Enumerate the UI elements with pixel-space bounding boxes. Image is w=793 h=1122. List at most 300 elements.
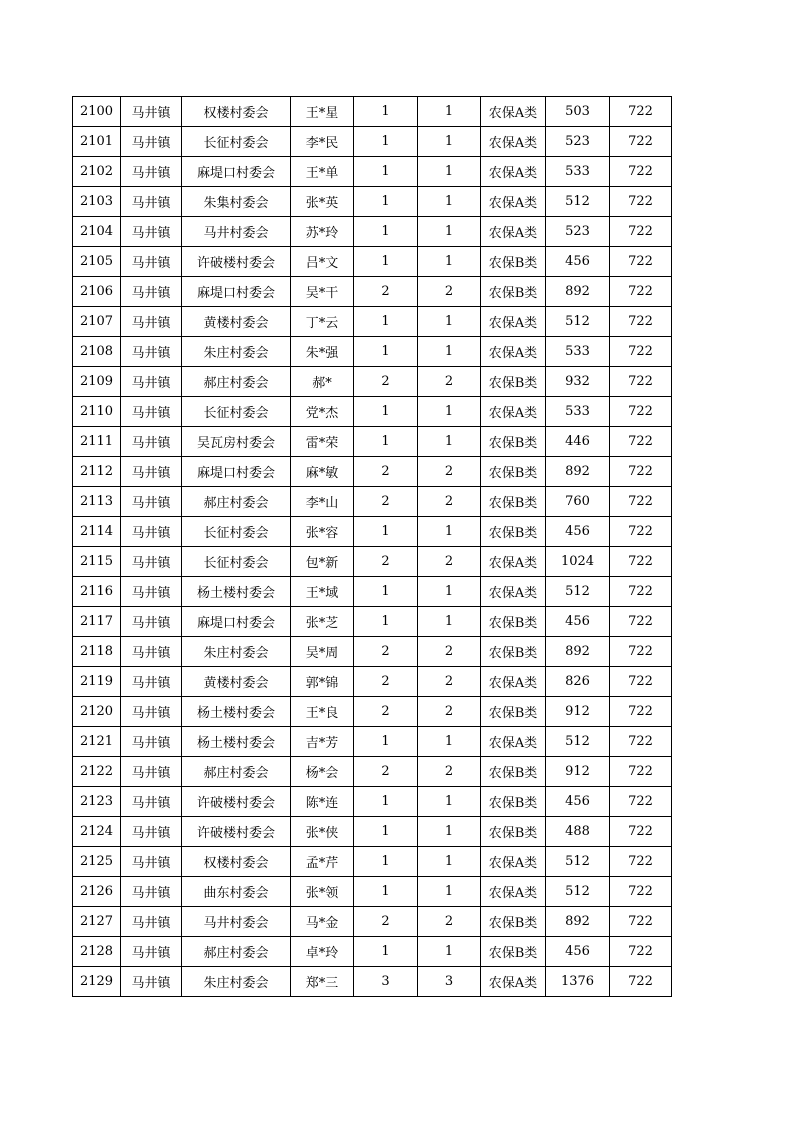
town-cell: 马井镇 — [121, 637, 182, 667]
record-id-cell: 2114 — [73, 517, 121, 547]
person-count-cell: 1 — [418, 577, 481, 607]
record-id-cell: 2118 — [73, 637, 121, 667]
person-count-cell: 1 — [418, 217, 481, 247]
person-name-cell: 张*领 — [291, 877, 354, 907]
person-count-cell: 1 — [418, 307, 481, 337]
records-body — [73, 97, 672, 997]
amount-cell: 512 — [546, 877, 610, 907]
record-id-cell: 2128 — [73, 937, 121, 967]
record-id-cell: 2110 — [73, 397, 121, 427]
person-name-cell: 王*单 — [291, 157, 354, 187]
amount-cell: 456 — [546, 787, 610, 817]
village-committee-cell: 权楼村委会 — [182, 847, 291, 877]
table-row — [73, 517, 672, 547]
person-name-cell: 吴*干 — [291, 277, 354, 307]
table-row — [73, 847, 672, 877]
amount-cell: 892 — [546, 457, 610, 487]
record-id-cell: 2120 — [73, 697, 121, 727]
amount-cell: 932 — [546, 367, 610, 397]
household-count-cell: 1 — [354, 847, 418, 877]
amount-cell: 523 — [546, 127, 610, 157]
insurance-category-cell: 农保B类 — [481, 427, 546, 457]
table-row — [73, 277, 672, 307]
town-cell: 马井镇 — [121, 457, 182, 487]
record-id-cell: 2105 — [73, 247, 121, 277]
insurance-category-cell: 农保A类 — [481, 397, 546, 427]
town-cell: 马井镇 — [121, 967, 182, 997]
person-count-cell: 1 — [418, 337, 481, 367]
standard-cell: 722 — [610, 967, 672, 997]
person-count-cell: 1 — [418, 937, 481, 967]
village-committee-cell: 马井村委会 — [182, 217, 291, 247]
standard-cell: 722 — [610, 577, 672, 607]
town-cell: 马井镇 — [121, 697, 182, 727]
amount-cell: 456 — [546, 247, 610, 277]
person-name-cell: 卓*玲 — [291, 937, 354, 967]
standard-cell: 722 — [610, 97, 672, 127]
table-row — [73, 817, 672, 847]
household-count-cell: 1 — [354, 247, 418, 277]
amount-cell: 446 — [546, 427, 610, 457]
standard-cell: 722 — [610, 517, 672, 547]
person-name-cell: 朱*强 — [291, 337, 354, 367]
table-row — [73, 187, 672, 217]
person-name-cell: 吕*文 — [291, 247, 354, 277]
person-count-cell: 1 — [418, 727, 481, 757]
town-cell: 马井镇 — [121, 187, 182, 217]
table-row — [73, 577, 672, 607]
town-cell: 马井镇 — [121, 547, 182, 577]
household-count-cell: 1 — [354, 187, 418, 217]
village-committee-cell: 麻堤口村委会 — [182, 457, 291, 487]
village-committee-cell: 麻堤口村委会 — [182, 277, 291, 307]
town-cell: 马井镇 — [121, 577, 182, 607]
table-row — [73, 97, 672, 127]
standard-cell: 722 — [610, 607, 672, 637]
household-count-cell: 1 — [354, 427, 418, 457]
insurance-category-cell: 农保A类 — [481, 337, 546, 367]
record-id-cell: 2104 — [73, 217, 121, 247]
village-committee-cell: 长征村委会 — [182, 547, 291, 577]
record-id-cell: 2122 — [73, 757, 121, 787]
insurance-category-cell: 农保B类 — [481, 787, 546, 817]
town-cell: 马井镇 — [121, 427, 182, 457]
insurance-category-cell: 农保A类 — [481, 307, 546, 337]
standard-cell: 722 — [610, 847, 672, 877]
person-name-cell: 陈*连 — [291, 787, 354, 817]
insurance-category-cell: 农保A类 — [481, 667, 546, 697]
table-row — [73, 247, 672, 277]
table-row — [73, 397, 672, 427]
village-committee-cell: 许破楼村委会 — [182, 787, 291, 817]
town-cell: 马井镇 — [121, 877, 182, 907]
insurance-category-cell: 农保A类 — [481, 157, 546, 187]
person-name-cell: 孟*芹 — [291, 847, 354, 877]
record-id-cell: 2117 — [73, 607, 121, 637]
record-id-cell: 2108 — [73, 337, 121, 367]
insurance-category-cell: 农保A类 — [481, 547, 546, 577]
household-count-cell: 1 — [354, 787, 418, 817]
household-count-cell: 2 — [354, 277, 418, 307]
town-cell: 马井镇 — [121, 307, 182, 337]
amount-cell: 1376 — [546, 967, 610, 997]
table-row — [73, 697, 672, 727]
household-count-cell: 2 — [354, 547, 418, 577]
person-name-cell: 郑*三 — [291, 967, 354, 997]
person-count-cell: 2 — [418, 367, 481, 397]
standard-cell: 722 — [610, 937, 672, 967]
insurance-category-cell: 农保B类 — [481, 607, 546, 637]
person-count-cell: 2 — [418, 277, 481, 307]
town-cell: 马井镇 — [121, 517, 182, 547]
amount-cell: 1024 — [546, 547, 610, 577]
amount-cell: 488 — [546, 817, 610, 847]
person-count-cell: 1 — [418, 97, 481, 127]
table-row — [73, 727, 672, 757]
town-cell: 马井镇 — [121, 937, 182, 967]
person-name-cell: 张*容 — [291, 517, 354, 547]
person-name-cell: 包*新 — [291, 547, 354, 577]
person-count-cell: 1 — [418, 247, 481, 277]
village-committee-cell: 长征村委会 — [182, 517, 291, 547]
person-name-cell: 王*星 — [291, 97, 354, 127]
standard-cell: 722 — [610, 457, 672, 487]
insurance-category-cell: 农保B类 — [481, 277, 546, 307]
amount-cell: 503 — [546, 97, 610, 127]
amount-cell: 512 — [546, 577, 610, 607]
insurance-category-cell: 农保A类 — [481, 877, 546, 907]
record-id-cell: 2121 — [73, 727, 121, 757]
household-count-cell: 1 — [354, 937, 418, 967]
household-count-cell: 2 — [354, 697, 418, 727]
person-count-cell: 3 — [418, 967, 481, 997]
standard-cell: 722 — [610, 277, 672, 307]
household-count-cell: 2 — [354, 487, 418, 517]
table-row — [73, 607, 672, 637]
person-name-cell: 张*英 — [291, 187, 354, 217]
amount-cell: 523 — [546, 217, 610, 247]
insurance-category-cell: 农保A类 — [481, 127, 546, 157]
village-committee-cell: 郝庄村委会 — [182, 757, 291, 787]
table-row — [73, 367, 672, 397]
town-cell: 马井镇 — [121, 847, 182, 877]
insurance-category-cell: 农保B类 — [481, 487, 546, 517]
standard-cell: 722 — [610, 427, 672, 457]
amount-cell: 456 — [546, 937, 610, 967]
person-name-cell: 苏*玲 — [291, 217, 354, 247]
amount-cell: 533 — [546, 157, 610, 187]
standard-cell: 722 — [610, 217, 672, 247]
record-id-cell: 2111 — [73, 427, 121, 457]
person-count-cell: 1 — [418, 427, 481, 457]
standard-cell: 722 — [610, 487, 672, 517]
amount-cell: 512 — [546, 847, 610, 877]
table-row — [73, 547, 672, 577]
person-name-cell: 麻*敏 — [291, 457, 354, 487]
amount-cell: 760 — [546, 487, 610, 517]
amount-cell: 892 — [546, 277, 610, 307]
person-count-cell: 1 — [418, 607, 481, 637]
household-count-cell: 2 — [354, 637, 418, 667]
standard-cell: 722 — [610, 307, 672, 337]
village-committee-cell: 杨土楼村委会 — [182, 577, 291, 607]
person-count-cell: 2 — [418, 757, 481, 787]
record-id-cell: 2124 — [73, 817, 121, 847]
insurance-category-cell: 农保A类 — [481, 577, 546, 607]
town-cell: 马井镇 — [121, 397, 182, 427]
table-row — [73, 217, 672, 247]
village-committee-cell: 朱庄村委会 — [182, 637, 291, 667]
person-name-cell: 郝* — [291, 367, 354, 397]
records-table — [72, 96, 672, 997]
table-row — [73, 937, 672, 967]
table-row — [73, 787, 672, 817]
insurance-category-cell: 农保B类 — [481, 457, 546, 487]
village-committee-cell: 麻堤口村委会 — [182, 157, 291, 187]
insurance-category-cell: 农保B类 — [481, 367, 546, 397]
person-count-cell: 2 — [418, 697, 481, 727]
table-row — [73, 667, 672, 697]
table-row — [73, 337, 672, 367]
insurance-category-cell: 农保A类 — [481, 217, 546, 247]
village-committee-cell: 许破楼村委会 — [182, 247, 291, 277]
household-count-cell: 1 — [354, 607, 418, 637]
person-count-cell: 1 — [418, 187, 481, 217]
person-name-cell: 张*芝 — [291, 607, 354, 637]
standard-cell: 722 — [610, 907, 672, 937]
town-cell: 马井镇 — [121, 667, 182, 697]
town-cell: 马井镇 — [121, 367, 182, 397]
record-id-cell: 2115 — [73, 547, 121, 577]
town-cell: 马井镇 — [121, 127, 182, 157]
amount-cell: 512 — [546, 307, 610, 337]
record-id-cell: 2109 — [73, 367, 121, 397]
insurance-category-cell: 农保B类 — [481, 517, 546, 547]
insurance-category-cell: 农保A类 — [481, 847, 546, 877]
town-cell: 马井镇 — [121, 727, 182, 757]
standard-cell: 722 — [610, 757, 672, 787]
town-cell: 马井镇 — [121, 97, 182, 127]
table-row — [73, 907, 672, 937]
record-id-cell: 2101 — [73, 127, 121, 157]
standard-cell: 722 — [610, 817, 672, 847]
person-name-cell: 张*侠 — [291, 817, 354, 847]
village-committee-cell: 吴瓦房村委会 — [182, 427, 291, 457]
village-committee-cell: 权楼村委会 — [182, 97, 291, 127]
household-count-cell: 2 — [354, 667, 418, 697]
record-id-cell: 2119 — [73, 667, 121, 697]
amount-cell: 533 — [546, 337, 610, 367]
record-id-cell: 2107 — [73, 307, 121, 337]
record-id-cell: 2125 — [73, 847, 121, 877]
person-name-cell: 李*山 — [291, 487, 354, 517]
insurance-category-cell: 农保B类 — [481, 637, 546, 667]
standard-cell: 722 — [610, 367, 672, 397]
person-count-cell: 2 — [418, 637, 481, 667]
household-count-cell: 1 — [354, 97, 418, 127]
table-row — [73, 487, 672, 517]
person-count-cell: 1 — [418, 847, 481, 877]
village-committee-cell: 郝庄村委会 — [182, 487, 291, 517]
standard-cell: 722 — [610, 697, 672, 727]
town-cell: 马井镇 — [121, 277, 182, 307]
person-name-cell: 王*良 — [291, 697, 354, 727]
table-row — [73, 967, 672, 997]
amount-cell: 892 — [546, 637, 610, 667]
household-count-cell: 1 — [354, 397, 418, 427]
town-cell: 马井镇 — [121, 817, 182, 847]
household-count-cell: 1 — [354, 727, 418, 757]
household-count-cell: 1 — [354, 577, 418, 607]
record-id-cell: 2113 — [73, 487, 121, 517]
village-committee-cell: 麻堤口村委会 — [182, 607, 291, 637]
standard-cell: 722 — [610, 637, 672, 667]
village-committee-cell: 朱集村委会 — [182, 187, 291, 217]
standard-cell: 722 — [610, 787, 672, 817]
village-committee-cell: 杨土楼村委会 — [182, 697, 291, 727]
amount-cell: 912 — [546, 757, 610, 787]
record-id-cell: 2116 — [73, 577, 121, 607]
village-committee-cell: 马井村委会 — [182, 907, 291, 937]
person-count-cell: 2 — [418, 457, 481, 487]
record-id-cell: 2103 — [73, 187, 121, 217]
person-name-cell: 杨*会 — [291, 757, 354, 787]
standard-cell: 722 — [610, 667, 672, 697]
person-count-cell: 2 — [418, 907, 481, 937]
standard-cell: 722 — [610, 727, 672, 757]
record-id-cell: 2123 — [73, 787, 121, 817]
town-cell: 马井镇 — [121, 487, 182, 517]
household-count-cell: 1 — [354, 337, 418, 367]
town-cell: 马井镇 — [121, 247, 182, 277]
person-count-cell: 2 — [418, 547, 481, 577]
household-count-cell: 2 — [354, 367, 418, 397]
amount-cell: 456 — [546, 517, 610, 547]
household-count-cell: 1 — [354, 877, 418, 907]
standard-cell: 722 — [610, 247, 672, 277]
person-name-cell: 郭*锦 — [291, 667, 354, 697]
insurance-category-cell: 农保B类 — [481, 697, 546, 727]
village-committee-cell: 朱庄村委会 — [182, 337, 291, 367]
record-id-cell: 2102 — [73, 157, 121, 187]
record-id-cell: 2106 — [73, 277, 121, 307]
table-row — [73, 877, 672, 907]
standard-cell: 722 — [610, 127, 672, 157]
amount-cell: 892 — [546, 907, 610, 937]
person-count-cell: 1 — [418, 397, 481, 427]
standard-cell: 722 — [610, 547, 672, 577]
amount-cell: 456 — [546, 607, 610, 637]
insurance-category-cell: 农保A类 — [481, 97, 546, 127]
person-name-cell: 吉*芳 — [291, 727, 354, 757]
amount-cell: 533 — [546, 397, 610, 427]
standard-cell: 722 — [610, 157, 672, 187]
person-count-cell: 1 — [418, 877, 481, 907]
person-count-cell: 2 — [418, 487, 481, 517]
household-count-cell: 1 — [354, 217, 418, 247]
person-count-cell: 1 — [418, 127, 481, 157]
standard-cell: 722 — [610, 337, 672, 367]
insurance-category-cell: 农保A类 — [481, 187, 546, 217]
amount-cell: 512 — [546, 187, 610, 217]
household-count-cell: 2 — [354, 757, 418, 787]
village-committee-cell: 黄楼村委会 — [182, 667, 291, 697]
household-count-cell: 1 — [354, 157, 418, 187]
village-committee-cell: 曲东村委会 — [182, 877, 291, 907]
village-committee-cell: 黄楼村委会 — [182, 307, 291, 337]
household-count-cell: 1 — [354, 517, 418, 547]
person-count-cell: 1 — [418, 517, 481, 547]
village-committee-cell: 长征村委会 — [182, 127, 291, 157]
household-count-cell: 2 — [354, 907, 418, 937]
town-cell: 马井镇 — [121, 607, 182, 637]
household-count-cell: 3 — [354, 967, 418, 997]
person-name-cell: 丁*云 — [291, 307, 354, 337]
record-id-cell: 2126 — [73, 877, 121, 907]
record-id-cell: 2129 — [73, 967, 121, 997]
table-row — [73, 157, 672, 187]
insurance-category-cell: 农保A类 — [481, 967, 546, 997]
person-name-cell: 李*民 — [291, 127, 354, 157]
village-committee-cell: 杨土楼村委会 — [182, 727, 291, 757]
person-name-cell: 雷*荣 — [291, 427, 354, 457]
person-name-cell: 王*域 — [291, 577, 354, 607]
village-committee-cell: 朱庄村委会 — [182, 967, 291, 997]
person-name-cell: 党*杰 — [291, 397, 354, 427]
standard-cell: 722 — [610, 187, 672, 217]
standard-cell: 722 — [610, 877, 672, 907]
table-row — [73, 637, 672, 667]
village-committee-cell: 郝庄村委会 — [182, 367, 291, 397]
village-committee-cell: 郝庄村委会 — [182, 937, 291, 967]
table-row — [73, 427, 672, 457]
village-committee-cell: 许破楼村委会 — [182, 817, 291, 847]
town-cell: 马井镇 — [121, 787, 182, 817]
table-row — [73, 127, 672, 157]
person-count-cell: 1 — [418, 787, 481, 817]
insurance-category-cell: 农保B类 — [481, 907, 546, 937]
record-id-cell: 2100 — [73, 97, 121, 127]
household-count-cell: 2 — [354, 457, 418, 487]
table-row — [73, 457, 672, 487]
insurance-category-cell: 农保A类 — [481, 727, 546, 757]
amount-cell: 826 — [546, 667, 610, 697]
table-row — [73, 757, 672, 787]
town-cell: 马井镇 — [121, 217, 182, 247]
standard-cell: 722 — [610, 397, 672, 427]
table-row — [73, 307, 672, 337]
household-count-cell: 1 — [354, 127, 418, 157]
person-count-cell: 1 — [418, 157, 481, 187]
town-cell: 马井镇 — [121, 907, 182, 937]
amount-cell: 512 — [546, 727, 610, 757]
person-count-cell: 1 — [418, 817, 481, 847]
household-count-cell: 1 — [354, 307, 418, 337]
record-id-cell: 2127 — [73, 907, 121, 937]
town-cell: 马井镇 — [121, 757, 182, 787]
household-count-cell: 1 — [354, 817, 418, 847]
person-name-cell: 马*金 — [291, 907, 354, 937]
amount-cell: 912 — [546, 697, 610, 727]
town-cell: 马井镇 — [121, 157, 182, 187]
record-id-cell: 2112 — [73, 457, 121, 487]
insurance-category-cell: 农保B类 — [481, 757, 546, 787]
insurance-category-cell: 农保B类 — [481, 937, 546, 967]
town-cell: 马井镇 — [121, 337, 182, 367]
person-count-cell: 2 — [418, 667, 481, 697]
village-committee-cell: 长征村委会 — [182, 397, 291, 427]
insurance-category-cell: 农保B类 — [481, 817, 546, 847]
